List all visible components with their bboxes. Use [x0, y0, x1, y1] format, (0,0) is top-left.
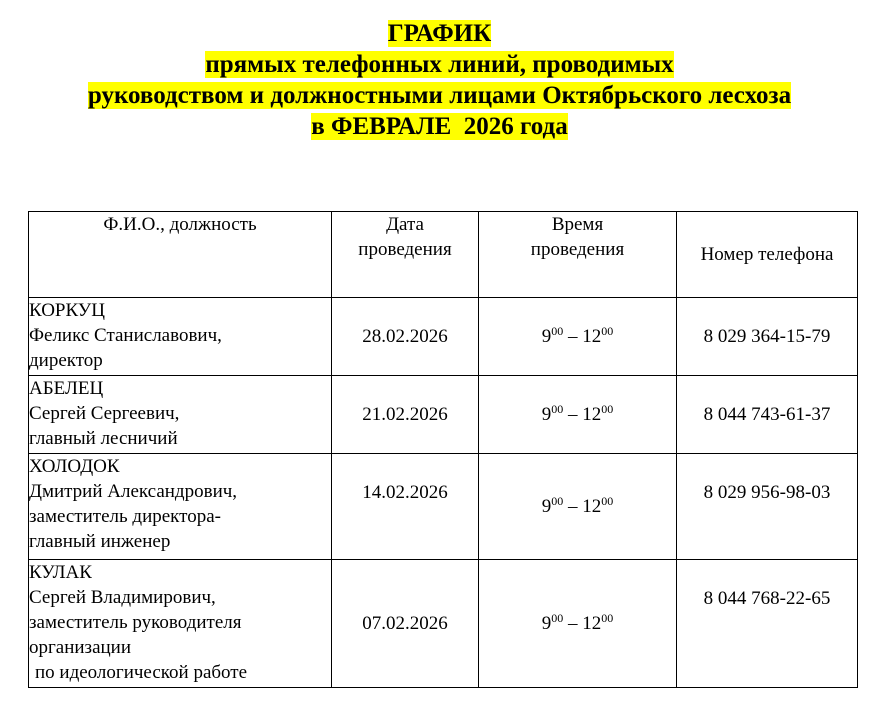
person-cell	[29, 454, 332, 560]
person-position: организации	[29, 637, 132, 658]
person-surname: АБЕЛЕЦ	[29, 378, 104, 399]
title-line-2: прямых телефонных линий, проводимых	[205, 51, 674, 78]
person-surname: ХОЛОДОК	[29, 456, 120, 477]
header-date: Дата проведения	[332, 212, 479, 298]
date-cell: 28.02.2026	[332, 298, 479, 376]
time-cell: $9^{00} - 12^{00}$	[479, 454, 677, 560]
header-phone: Номер телефона	[677, 212, 858, 298]
person-position: главный лесничий	[29, 428, 178, 449]
person-surname: КУЛАК	[29, 562, 92, 583]
date-cell: 07.02.2026	[332, 560, 479, 688]
date-cell: 14.02.2026	[332, 454, 479, 560]
header-time: Время проведения	[479, 212, 677, 298]
table-row	[29, 298, 858, 376]
person-cell	[29, 560, 332, 688]
table-row	[29, 560, 858, 688]
document-title	[0, 18, 879, 142]
person-position: заместитель директора-	[29, 506, 221, 527]
person-cell	[29, 376, 332, 454]
phone-cell: 8 029 364-15-79	[677, 298, 858, 376]
person-position: главный инженер	[29, 531, 171, 552]
table-row	[29, 454, 858, 560]
schedule-table	[28, 211, 858, 688]
table-header-row	[29, 212, 858, 298]
time-cell: $9^{00} - 12^{00}$	[479, 560, 677, 688]
person-given-names: Дмитрий Александрович,	[29, 481, 238, 502]
time-cell: $9^{00} - 12^{00}$	[479, 298, 677, 376]
person-position: заместитель руководителя	[29, 612, 242, 633]
phone-cell: 8 044 743-61-37	[677, 376, 858, 454]
person-given-names: Феликс Станиславович,	[29, 325, 222, 346]
person-given-names: Сергей Владимирович,	[29, 587, 216, 608]
person-position: директор	[29, 350, 103, 371]
phone-cell: 8 029 956-98-03	[677, 454, 858, 560]
header-name: Ф.И.О., должность	[29, 212, 332, 298]
time-cell: $9^{00} - 12^{00}$	[479, 376, 677, 454]
person-position: по идеологической работе	[35, 662, 248, 683]
title-line-3: руководством и должностными лицами Октябрьского лесхоза	[87, 82, 792, 109]
phone-cell: 8 044 768-22-65	[677, 560, 858, 688]
date-cell: 21.02.2026	[332, 376, 479, 454]
title-line-1: ГРАФИК	[387, 20, 492, 47]
table-row	[29, 376, 858, 454]
title-line-4: в ФЕВРАЛЕ 2026 года	[311, 113, 568, 140]
person-cell	[29, 298, 332, 376]
person-given-names: Сергей Сергеевич,	[29, 403, 180, 424]
person-surname: КОРКУЦ	[29, 300, 105, 321]
